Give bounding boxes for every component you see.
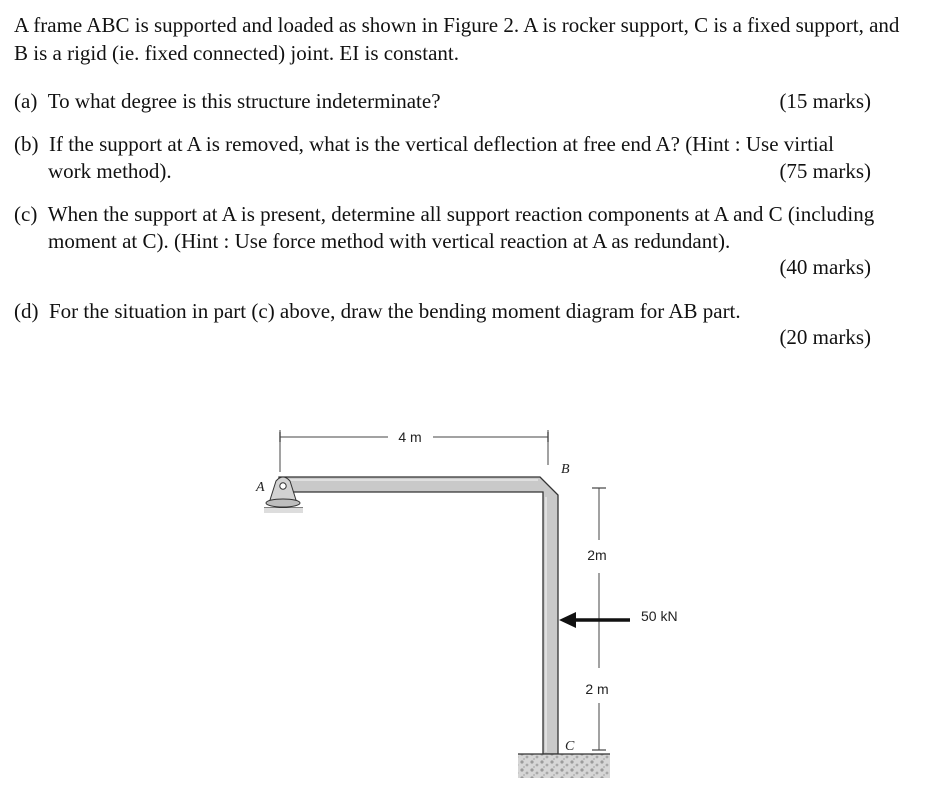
marks-a: (15 marks) <box>779 89 871 113</box>
marks-c: (40 marks) <box>779 255 871 279</box>
frame-member <box>279 477 558 754</box>
dimension-2m-upper-label: 2m <box>587 547 607 563</box>
marks-b: (75 marks) <box>779 159 871 183</box>
marks-d: (20 marks) <box>779 325 871 349</box>
question-a: (a) To what degree is this structure indeterminate? <box>14 89 441 113</box>
fixed-support-c <box>518 754 610 778</box>
question-c-line-1: (c) When the support at A is present, determine all support reaction components at A and C (including <box>14 202 875 226</box>
intro-line-1: A frame ABC is supported and loaded as shown in Figure 2. A is rocker support, C is a fixed support, and <box>14 13 900 37</box>
question-d: (d) For the situation in part (c) above, draw the bending moment diagram for AB part. <box>14 299 741 323</box>
question-b-line-1: (b) If the support at A is removed, what is the vertical deflection at free end A? (Hint : Use virtial <box>14 132 834 156</box>
load-label: 50 kN <box>641 608 678 624</box>
question-c-line-2: moment at C). (Hint : Use force method with vertical reaction at A as redundant). <box>48 229 731 253</box>
question-b-line-2: work method). <box>48 159 172 183</box>
label-a: A <box>256 480 265 495</box>
load-arrow <box>559 612 630 628</box>
label-b: B <box>561 462 570 477</box>
intro-line-2: B is a rigid (ie. fixed connected) joint. EI is constant. <box>14 41 459 65</box>
label-c: C <box>565 739 575 754</box>
dimension-4m-label: 4 m <box>398 429 422 445</box>
dimension-2m-lower-label: 2 m <box>585 681 609 697</box>
